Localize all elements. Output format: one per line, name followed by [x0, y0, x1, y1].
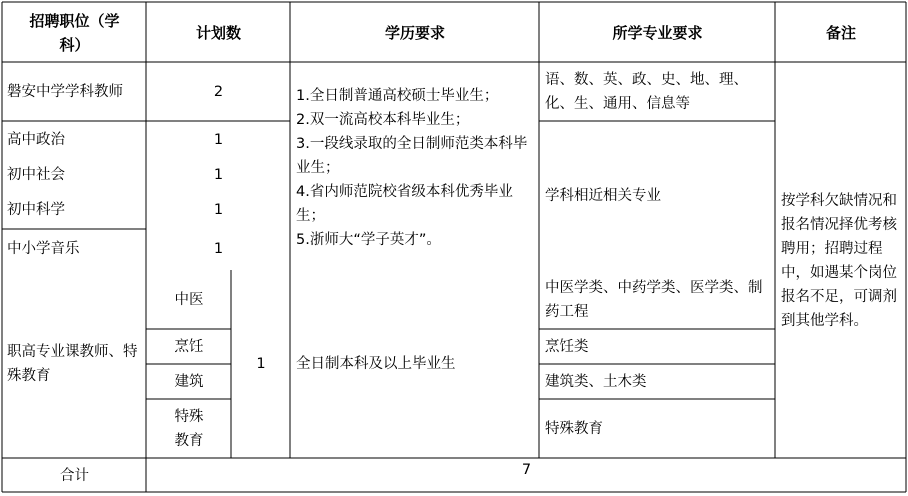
plan-music: 1	[213, 241, 224, 257]
position-panan: 磐安中学学科教师	[7, 84, 123, 100]
header-position: 招聘职位（学科）	[29, 11, 120, 54]
plan-panan: 2	[213, 84, 224, 100]
header-remarks: 备注	[825, 23, 856, 42]
position-politics: 高中政治	[7, 132, 65, 148]
plan-vocational: 1	[256, 356, 266, 372]
education-item: 4.省内师范院校省级本科优秀毕业生；	[296, 184, 513, 224]
sub-special: 特殊教育	[174, 409, 204, 449]
education-item: 2.双一流高校本科毕业生；	[296, 112, 470, 128]
plan-politics: 1	[213, 132, 224, 148]
position-society: 初中社会	[7, 167, 65, 183]
position-music: 中小学音乐	[7, 241, 80, 257]
major-construction: 建筑类、土木类	[545, 374, 647, 390]
sub-construction: 建筑	[174, 374, 204, 390]
total-label: 合计	[60, 467, 89, 484]
total-value: 7	[521, 462, 532, 478]
header-plan: 计划数	[195, 23, 241, 42]
position-vocational: 职高专业课教师、特殊教育	[7, 344, 138, 384]
position-science: 初中科学	[7, 202, 65, 218]
major-related: 学科相近相关专业	[545, 188, 661, 204]
education-list	[296, 84, 534, 252]
major-tcm: 中医学类、中药学类、医学类、制药工程	[545, 279, 763, 320]
header-education: 学历要求	[384, 23, 445, 42]
major-special: 特殊教育	[545, 421, 603, 437]
education-item: 1.全日制普通高校硕士毕业生；	[296, 88, 499, 104]
sub-tcm: 中医	[174, 291, 204, 308]
education-item: 3.一段线录取的全日制师范类本科毕业生；	[296, 136, 528, 176]
remarks-text: 按学科欠缺情况和报名情况择优考核聘用；招聘过程中，如遇某个岗位报名不足，可调剂到其他学科。	[781, 192, 897, 329]
education-vocational: 全日制本科及以上毕业生	[296, 356, 456, 372]
major-cooking: 烹饪类	[545, 339, 589, 355]
plan-society: 1	[213, 167, 224, 183]
header-major: 所学专业要求	[612, 23, 703, 42]
sub-cooking: 烹饪	[174, 339, 204, 355]
plan-science: 1	[213, 202, 224, 218]
education-item: 5.浙师大“学子英才”。	[296, 232, 441, 248]
major-panan: 语、数、英、政、史、地、理、化、生、通用、信息等	[545, 72, 748, 112]
